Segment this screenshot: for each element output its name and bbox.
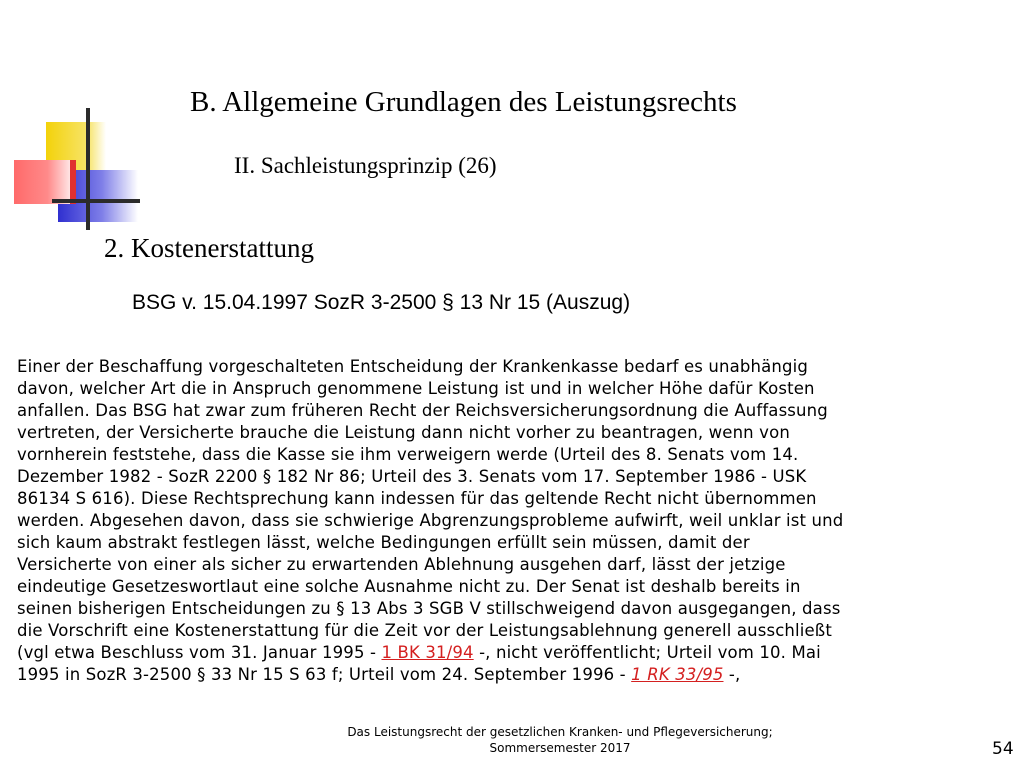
page-number: 54	[992, 739, 1014, 759]
body-line: Einer der Beschaffung vorgeschalteten Entscheidung der Krankenkasse bedarf es unabhängig	[17, 357, 808, 376]
case-link-1-bk-31-94[interactable]: 1 BK 31/94	[381, 643, 474, 662]
body-text: (vgl etwa Beschluss vom 31. Januar 1995 -	[17, 643, 382, 662]
horizontal-line	[52, 199, 140, 203]
quote-body	[17, 356, 1017, 686]
body-line: anfallen. Das BSG hat zwar zum früheren Recht der Reichsversicherungsordnung die Auffassung	[17, 401, 828, 420]
body-line: eindeutige Gesetzeswortlaut eine solche Ausnahme nicht zu. Der Senat ist deshalb bereits in	[17, 577, 801, 596]
body-line: davon, welcher Art die in Anspruch genommene Leistung ist und in welcher Höhe dafür Kosten	[17, 379, 815, 398]
body-line: seinen bisherigen Entscheidungen zu § 13 Abs 3 SGB V stillschweigend davon ausgegangen, dass	[17, 599, 841, 618]
slide-subtitle: II. Sachleistungsprinzip (26)	[234, 153, 497, 178]
body-line	[17, 664, 1017, 686]
red-rectangle	[14, 160, 76, 204]
slide-title: B. Allgemeine Grundlagen des Leistungsrechts	[190, 86, 737, 118]
vertical-line	[86, 108, 90, 230]
body-line: werden. Abgesehen davon, dass sie schwierige Abgrenzungsprobleme aufwirft, weil unklar ist und	[17, 511, 844, 530]
body-line: vornherein feststehe, dass die Kasse sie ihm verweigern werde (Urteil des 8. Senats vom 14.	[17, 445, 799, 464]
footer	[300, 724, 820, 756]
body-line: vertreten, der Versicherte brauche die Leistung dann nicht vorher zu beantragen, wenn von	[17, 423, 790, 442]
body-line: Versicherte von einer als sicher zu erwartenden Ablehnung ausgehen darf, lässt der jetzige	[17, 555, 786, 574]
footer-semester: Sommersemester 2017	[489, 741, 631, 755]
body-text: 1995 in SozR 3-2500 § 33 Nr 15 S 63 f; Urteil vom 24. September 1996 -	[17, 665, 632, 684]
body-line: 86134 S 616). Diese Rechtsprechung kann indessen für das geltende Recht nicht übernommen	[17, 489, 817, 508]
body-line: Dezember 1982 - SozR 2200 § 182 Nr 86; Urteil des 3. Senats vom 17. September 1986 - USK	[17, 467, 807, 486]
decorative-color-blocks	[0, 0, 140, 240]
body-text: -, nicht veröffentlicht; Urteil vom 10. Mai	[473, 643, 821, 662]
footer-course-title: Das Leistungsrecht der gesetzlichen Kranken- und Pflegeversicherung;	[347, 725, 773, 739]
body-line	[17, 642, 1017, 664]
case-link-1-rk-33-95[interactable]: 1 RK 33/95	[631, 665, 724, 684]
body-text: -,	[723, 665, 741, 684]
body-line: sich kaum abstrakt festlegen lässt, welche Bedingungen erfüllt sein müssen, damit der	[17, 533, 750, 552]
citation-line: BSG v. 15.04.1997 SozR 3-2500 § 13 Nr 15 (Auszug)	[132, 291, 631, 314]
body-lines	[17, 356, 1017, 642]
body-line: die Vorschrift eine Kostenerstattung für die Zeit vor der Leistungsablehnung generell ausschließt	[17, 621, 832, 640]
section-heading: 2. Kostenerstattung	[104, 233, 314, 263]
